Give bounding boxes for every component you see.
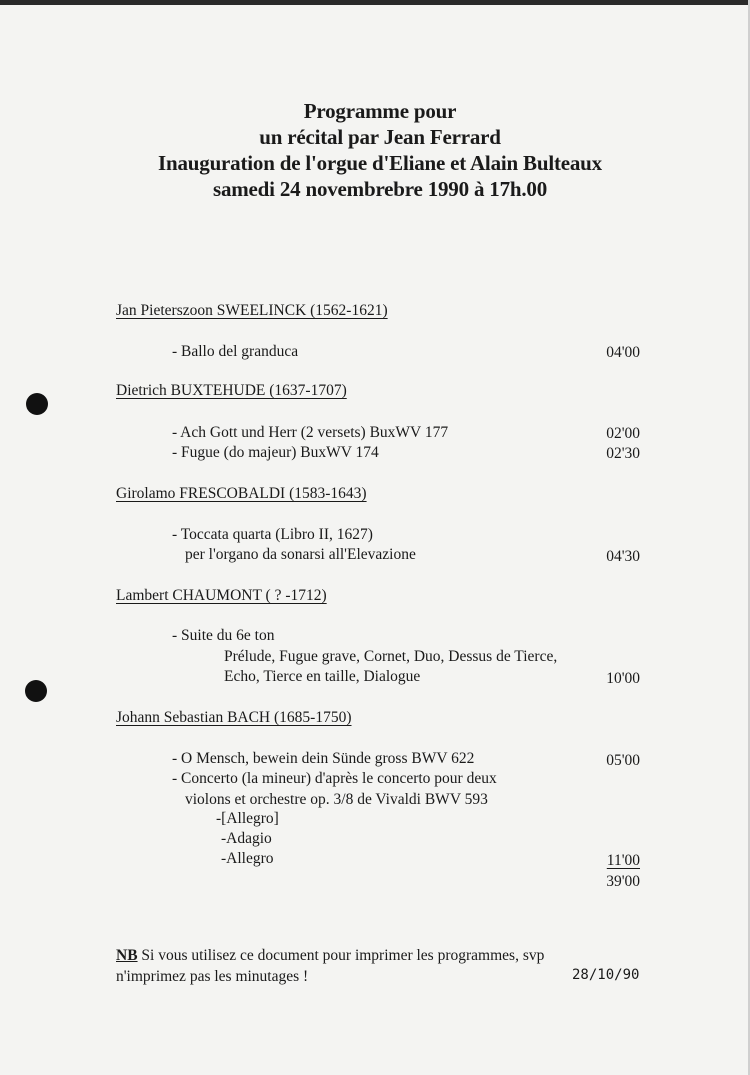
punch-hole-top: [26, 393, 48, 415]
title-line-2: un récital par Jean Ferrard: [259, 125, 501, 149]
duration-concerto: 11'00: [606, 852, 640, 869]
movement-adagio: -Adagio: [221, 830, 272, 847]
piece-concerto-subtitle: violons et orchestre op. 3/8 de Vivaldi BWV 593: [185, 791, 488, 808]
piece-suite-movements-1: Prélude, Fugue grave, Cornet, Duo, Dessus de Tierce,: [224, 648, 558, 665]
composer-bach: Johann Sebastian BACH (1685-1750): [116, 709, 352, 726]
piece-ach-gott: - Ach Gott und Herr (2 versets) BuxWV 177: [172, 424, 449, 441]
composer-buxtehude: Dietrich BUXTEHUDE (1637-1707): [116, 382, 347, 399]
scan-top-edge: [0, 0, 750, 5]
movement-allegro-2: -Allegro: [221, 850, 274, 867]
title-line-3: Inauguration de l'orgue d'Eliane et Alain Bulteaux: [158, 151, 602, 175]
footer-note: [116, 945, 544, 987]
punch-hole-bottom: [25, 680, 47, 702]
piece-toccata: - Toccata quarta (Libro II, 1627): [172, 526, 373, 543]
piece-toccata-subtitle: per l'organo da sonarsi all'Elevazione: [185, 546, 416, 563]
nb-text-line-2: n'imprimez pas les minutages !: [116, 968, 309, 985]
composer-frescobaldi: Girolamo FRESCOBALDI (1583-1643): [116, 485, 367, 502]
duration-ballo: 04'00: [606, 344, 640, 361]
composer-chaumont: Lambert CHAUMONT ( ? -1712): [116, 587, 327, 604]
piece-ballo: - Ballo del granduca: [172, 343, 299, 360]
duration-o-mensch: 05'00: [606, 752, 640, 769]
composer-sweelinck: Jan Pieterszoon SWEELINCK (1562-1621): [116, 302, 388, 319]
duration-fugue-do: 02'30: [606, 445, 640, 462]
movement-allegro-1: -[Allegro]: [216, 810, 279, 827]
title-line-4: samedi 24 novembrebre 1990 à 17h.00: [212, 177, 548, 201]
total-duration: 39'00: [606, 873, 640, 890]
nb-label: NB: [116, 947, 138, 964]
piece-concerto: - Concerto (la mineur) d'après le concerto pour deux: [172, 770, 497, 787]
duration-ach-gott: 02'00: [606, 425, 640, 442]
piece-suite: - Suite du 6e ton: [172, 627, 275, 644]
duration-suite: 10'00: [606, 670, 640, 687]
piece-fugue-do: - Fugue (do majeur) BuxWV 174: [172, 444, 379, 461]
handwritten-date: 28/10/90: [572, 967, 640, 983]
piece-o-mensch: - O Mensch, bewein dein Sünde gross BWV 622: [172, 750, 475, 767]
piece-suite-movements-2: Echo, Tierce en taille, Dialogue: [224, 668, 421, 685]
programme-title: [0, 98, 750, 202]
duration-toccata: 04'30: [606, 548, 640, 565]
title-line-1: Programme pour: [303, 99, 457, 123]
nb-text-line-1: Si vous utilisez ce document pour imprimer les programmes, svp: [137, 947, 545, 964]
